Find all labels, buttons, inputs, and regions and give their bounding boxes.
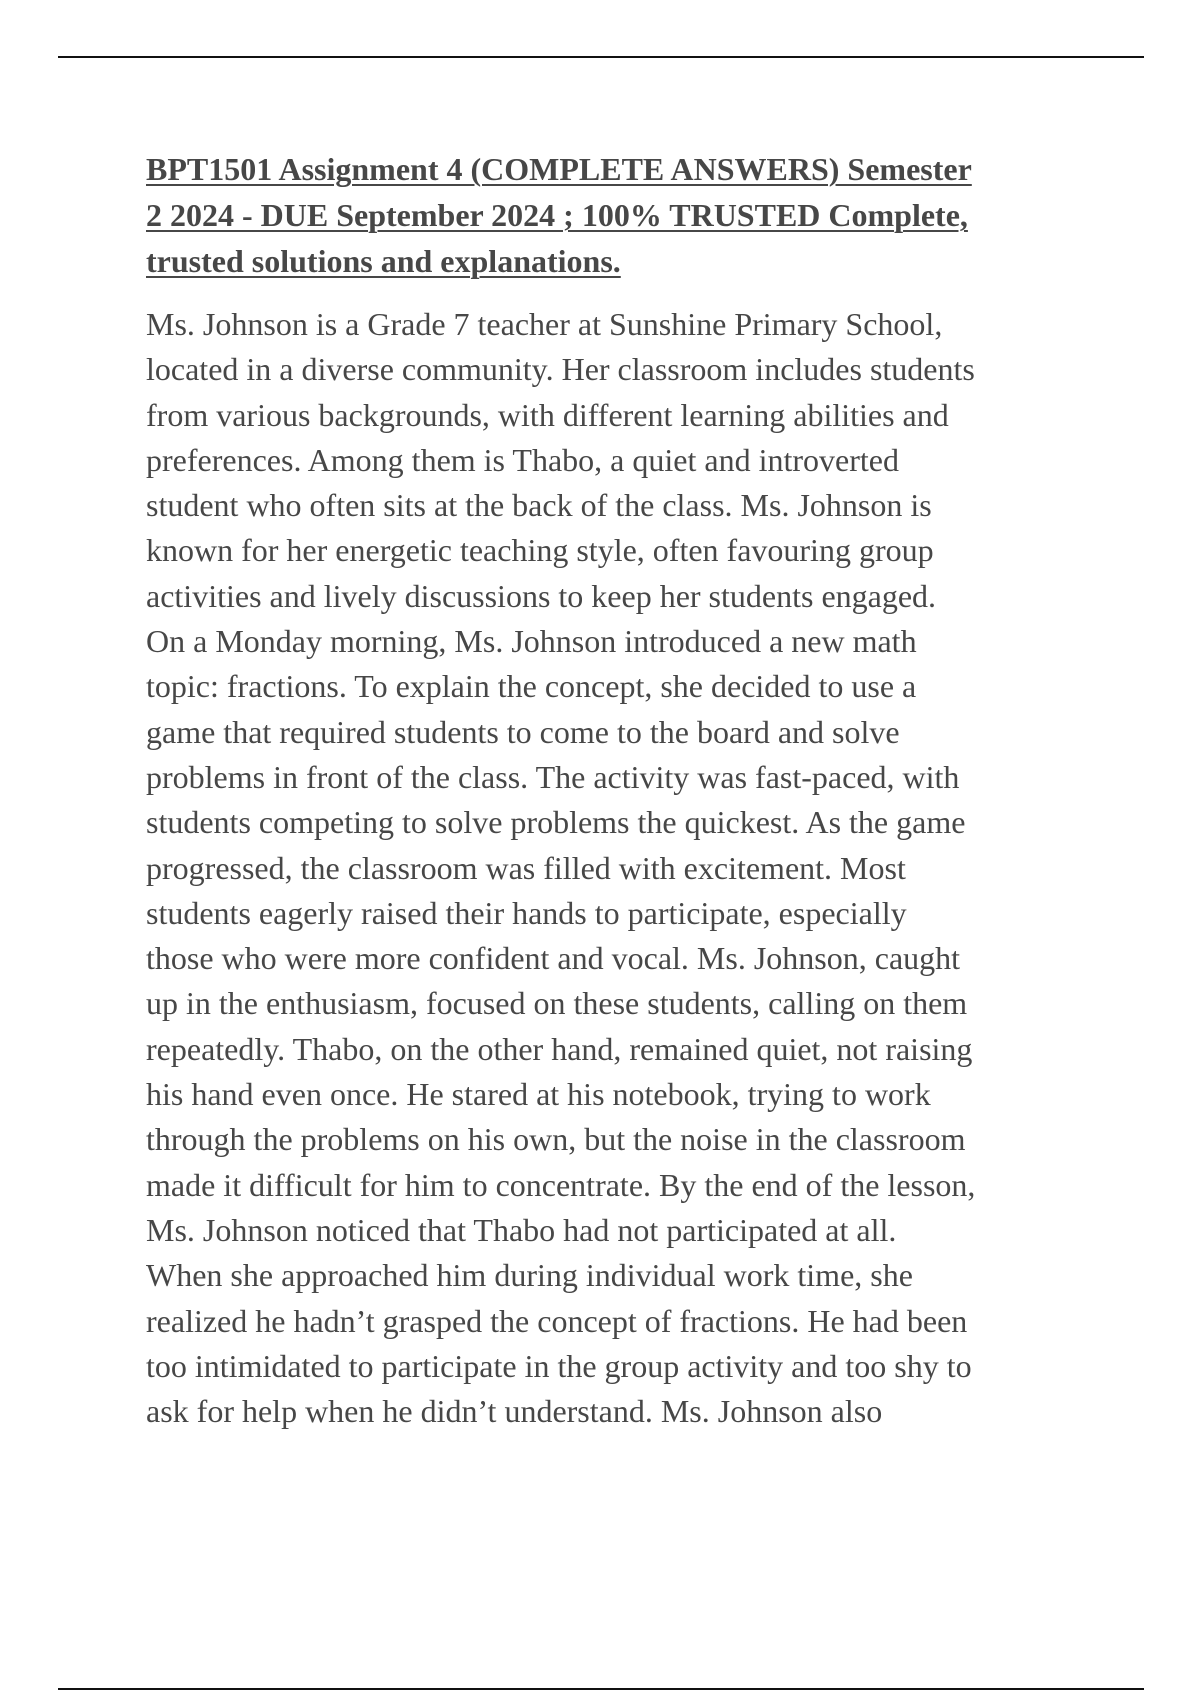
document-title xyxy=(146,146,1096,284)
document-page xyxy=(146,146,1096,1434)
body-line: When she approached him during individual work time, she xyxy=(146,1257,913,1294)
top-rule xyxy=(58,56,1144,58)
body-line: through the problems on his own, but the noise in the classroom xyxy=(146,1121,966,1158)
title-line: 2 2024 - DUE September 2024 ; 100% TRUSTED Complete, xyxy=(146,197,968,233)
body-line: preferences. Among them is Thabo, a quiet and introverted xyxy=(146,441,899,478)
body-line: made it difficult for him to concentrate. By the end of the lesson, xyxy=(146,1166,976,1203)
body-line: student who often sits at the back of the class. Ms. Johnson is xyxy=(146,487,932,524)
body-line: ask for help when he didn’t understand. Ms. Johnson also xyxy=(146,1393,883,1430)
body-line: from various backgrounds, with different learning abilities and xyxy=(146,396,949,433)
body-line: Ms. Johnson noticed that Thabo had not participated at all. xyxy=(146,1211,897,1248)
body-line: too intimidated to participate in the group activity and too shy to xyxy=(146,1347,972,1384)
body-line: located in a diverse community. Her classroom includes students xyxy=(146,351,975,388)
body-line: those who were more confident and vocal. Ms. Johnson, caught xyxy=(146,940,961,977)
body-line: students competing to solve problems the quickest. As the game xyxy=(146,804,966,841)
body-line: On a Monday morning, Ms. Johnson introduced a new math xyxy=(146,623,917,660)
body-line: activities and lively discussions to keep her students engaged. xyxy=(146,577,937,614)
body-line: realized he hadn’t grasped the concept of fractions. He had been xyxy=(146,1302,968,1339)
case-study-paragraph xyxy=(146,302,1096,1434)
body-line: repeatedly. Thabo, on the other hand, remained quiet, not raising xyxy=(146,1030,973,1067)
body-line: progressed, the classroom was filled with excitement. Most xyxy=(146,849,906,886)
body-line: his hand even once. He stared at his notebook, trying to work xyxy=(146,1076,931,1113)
title-line: trusted solutions and explanations. xyxy=(146,243,621,279)
body-line: topic: fractions. To explain the concept, she decided to use a xyxy=(146,668,917,705)
bottom-rule xyxy=(58,1688,1144,1690)
body-line: game that required students to come to the board and solve xyxy=(146,713,900,750)
body-line: up in the enthusiasm, focused on these students, calling on them xyxy=(146,985,968,1022)
title-line: BPT1501 Assignment 4 (COMPLETE ANSWERS) Semester xyxy=(146,151,972,187)
body-line: Ms. Johnson is a Grade 7 teacher at Sunshine Primary School, xyxy=(146,306,943,342)
body-line: students eagerly raised their hands to participate, especially xyxy=(146,894,907,931)
body-line: known for her energetic teaching style, often favouring group xyxy=(146,532,934,569)
body-line: problems in front of the class. The activity was fast-paced, with xyxy=(146,758,960,795)
